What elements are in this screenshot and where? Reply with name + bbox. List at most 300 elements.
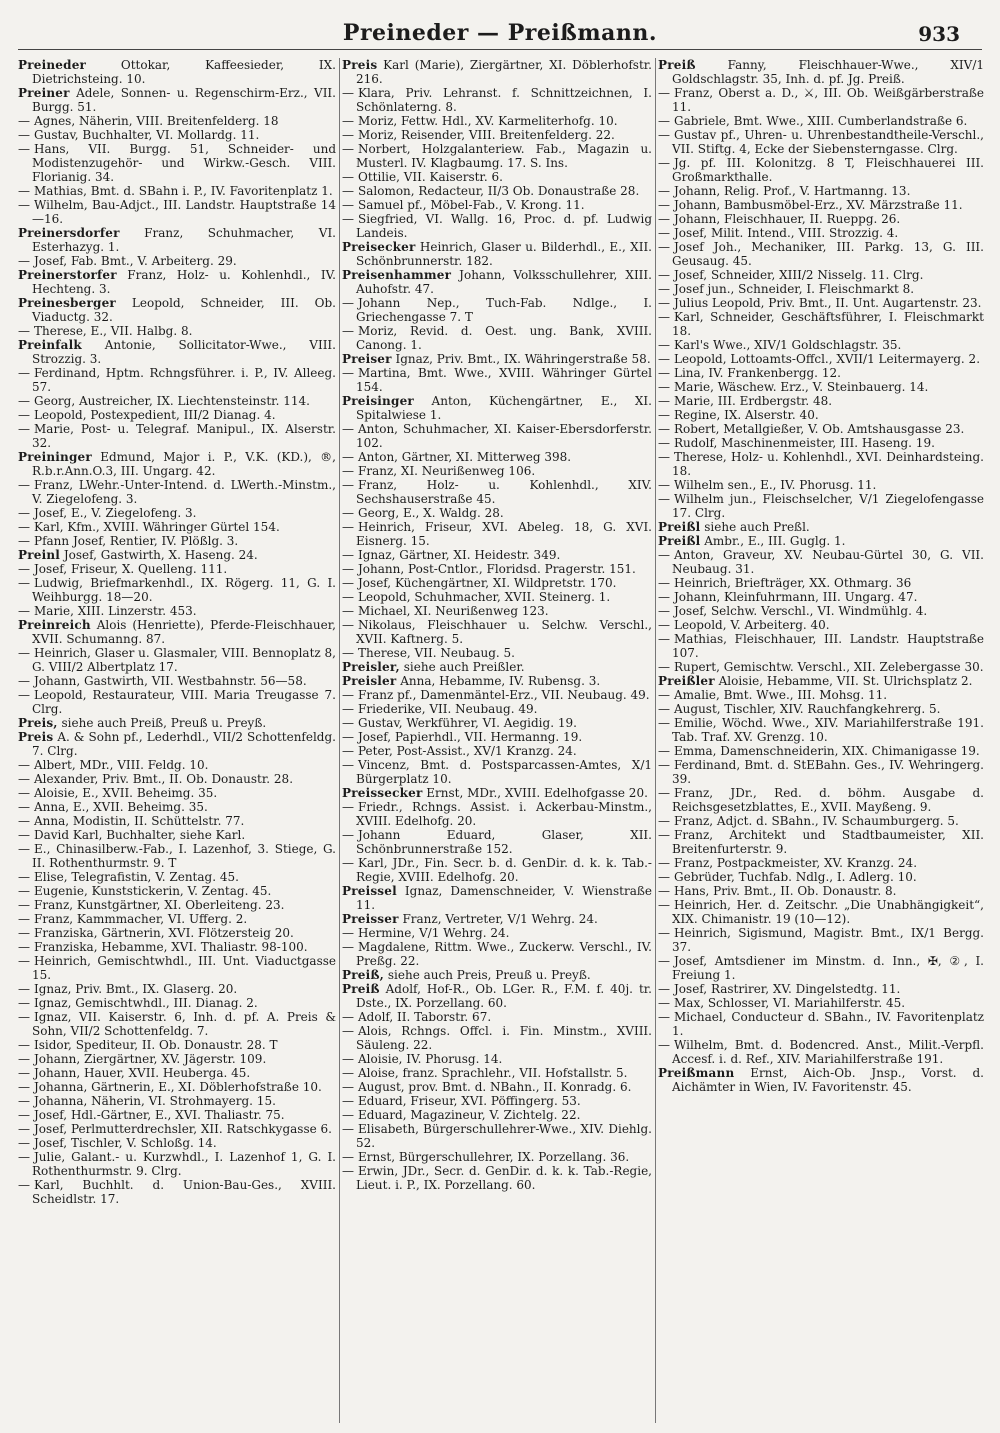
entry-dash: — [342,86,354,100]
entry-text: Michael, Conducteur d. SBahn., IV. Favoritenplatz 1. [672,1010,984,1038]
entry-dash: — [18,408,30,422]
entry-dash: — [658,450,670,464]
entry-dash: — [18,366,30,380]
entry-dash: — [658,1010,670,1024]
directory-entry [18,534,336,548]
entry-dash: — [18,786,30,800]
entry-dash: — [658,688,670,702]
entry-text: Isidor, Spediteur, II. Ob. Donaustr. 28. T [34,1038,278,1052]
entry-text: Eduard, Magazineur, V. Zichtelg. 22. [358,1108,581,1122]
directory-entry [342,478,652,506]
entry-text: Heinrich, Glaser u. Bilderhdl., E., XII. Schönbrunnerstr. 182. [356,240,652,268]
entry-dash: — [658,702,670,716]
directory-entry [18,478,336,506]
directory-entry [342,548,652,562]
entry-text: Alois (Henriette), Pferde-Fleischhauer, XVII. Schumanng. 87. [32,618,336,646]
entry-dash: — [658,716,670,730]
entry-text: Friederike, VII. Neubaug. 49. [358,702,538,716]
entry-dash: — [18,870,30,884]
entry-dash: — [342,128,354,142]
directory-entry [342,198,652,212]
entry-dash: — [342,212,354,226]
entry-text: Josef, Selchw. Verschl., VI. Windmühlg. 4. [674,604,928,618]
entry-text: Karl, Kfm., XVIII. Währinger Gürtel 154. [34,520,280,534]
entry-text: Ignaz, Gemischtwhdl., III. Dianag. 2. [34,996,258,1010]
directory-entry [658,422,984,436]
entry-dash: — [658,296,670,310]
directory-entry [658,352,984,366]
entry-surname: Preißler [658,674,715,688]
directory-entry [342,1052,652,1066]
entry-text: Eugenie, Kunststickerin, V. Zentag. 45. [34,884,272,898]
entry-text: Ignaz, Priv. Bmt., IX. Glaserg. 20. [34,982,238,996]
directory-entry [18,296,336,324]
entry-dash: — [658,814,670,828]
entry-text: Siegfried, VI. Wallg. 16, Proc. d. pf. Ludwig Landeis. [356,212,652,240]
entry-text: Therese, VII. Neubaug. 5. [358,646,515,660]
entry-dash: — [18,1010,30,1024]
entry-text: Johann, Fleischhauer, II. Rueppg. 26. [674,212,901,226]
directory-entry [342,296,652,324]
entry-surname: Preisinger [342,394,414,408]
entry-text: Regine, IX. Alserstr. 40. [674,408,819,422]
entry-dash: — [342,590,354,604]
entry-text: Emilie, Wöchd. Wwe., XIV. Mariahilferstraße 191. Tab. Traf. XV. Grenzg. 10. [672,716,984,744]
directory-entry [658,380,984,394]
entry-dash: — [342,464,354,478]
directory-entry [658,996,984,1010]
entry-text: Heinrich, Sigismund, Magistr. Bmt., IX/1 Bergg. 37. [672,926,984,954]
directory-entry [658,394,984,408]
entry-dash: — [18,114,30,128]
entry-text: Ferdinand, Bmt. d. StEBahn. Ges., IV. Wehringerg. 39. [672,758,984,786]
entry-dash: — [342,702,354,716]
directory-entry [342,1164,652,1192]
entry-dash: — [18,422,30,436]
entry-text: Johann, Ziergärtner, XV. Jägerstr. 109. [34,1052,267,1066]
directory-entry [18,940,336,954]
entry-dash: — [18,926,30,940]
entry-dash: — [342,114,354,128]
entry-text: Josef, E., V. Ziegelofeng. 3. [34,506,197,520]
entry-surname: Preiner [18,86,70,100]
entry-text: Franz, LWehr.-Unter-Intend. d. LWerth.-Minstm., V. Ziegelofeng. 3. [32,478,336,506]
entry-dash: — [658,380,670,394]
entry-text: Josef, Schneider, XIII/2 Nisselg. 11. Clrg. [674,268,924,282]
directory-entry [658,86,984,114]
directory-entry [658,688,984,702]
entry-dash: — [658,436,670,450]
directory-entry [18,772,336,786]
entry-text: Johann Eduard, Glaser, XII. Schönbrunnerstraße 152. [356,828,652,856]
entry-text: Gabriele, Bmt. Wwe., XIII. Cumberlandstraße 6. [674,114,968,128]
entry-text: Karl (Marie), Ziergärtner, XI. Döblerhofstr. 216. [356,58,652,86]
entry-dash: — [342,730,354,744]
directory-entry [658,758,984,786]
directory-entry [342,702,652,716]
entry-text: Marie, Post- u. Telegraf. Manipul., IX. Alserstr. 32. [32,422,336,450]
entry-dash: — [342,450,354,464]
directory-entry [18,716,336,730]
entry-dash: — [658,226,670,240]
entry-dash: — [18,1080,30,1094]
entry-dash: — [342,716,354,730]
entry-surname: Preis [342,58,378,72]
directory-entry [342,968,652,982]
entry-dash: — [342,1122,354,1136]
entry-text: Josef, Rastrirer, XV. Dingelstedtg. 11. [674,982,901,996]
entry-dash: — [18,898,30,912]
directory-entry [18,58,336,86]
entry-text: Leopold, Lottoamts-Offcl., XVII/1 Leitermayerg. 2. [674,352,981,366]
directory-entry [658,1066,984,1094]
directory-entry [342,464,652,478]
entry-text: Pfann Josef, Rentier, IV. Plößlg. 3. [34,534,239,548]
entry-dash: — [18,478,30,492]
directory-entry [342,674,652,688]
entry-text: Vincenz, Bmt. d. Postsparcassen-Amtes, X/1 Bürgerplatz 10. [356,758,652,786]
entry-dash: — [658,982,670,996]
directory-entry [658,870,984,884]
entry-text: Samuel pf., Möbel-Fab., V. Krong. 11. [358,198,585,212]
directory-entry [18,128,336,142]
entry-text: Anton, Küchengärtner, E., XI. Spitalwiese 1. [356,394,652,422]
entry-surname: Preisler [342,674,397,688]
entry-text: Jg. pf. III. Kolonitzg. 8 T, Fleischhauerei III. Großmarkthalle. [672,156,984,184]
entry-dash: — [658,884,670,898]
entry-text: Johanna, Gärtnerin, E., XI. Döblerhofstraße 10. [34,1080,322,1094]
entry-dash: — [658,156,670,170]
entry-text: Gustav pf., Uhren- u. Uhrenbestandtheile-Verschl., VII. Stiftg. 4, Ecke der Siebensterngasse. Clrg. [672,128,984,156]
entry-text: Rupert, Gemischtw. Verschl., XII. Zelebergasse 30. [674,660,984,674]
entry-text: Elise, Telegrafistin, V. Zentag. 45. [34,870,239,884]
directory-entry [18,1052,336,1066]
entry-dash: — [342,366,354,380]
directory-entry [18,394,336,408]
entry-dash: — [342,422,354,436]
entry-dash: — [18,940,30,954]
entry-text: August, Tischler, XIV. Rauchfangkehrerg. 5. [674,702,941,716]
directory-entry [342,604,652,618]
entry-text: Anton, Gärtner, XI. Mitterweg 398. [358,450,572,464]
entry-text: Magdalene, Rittm. Wwe., Zuckerw. Verschl., IV. Preßg. 22. [356,940,652,968]
entry-text: Johann, Post-Cntlor., Floridsd. Pragerstr. 151. [358,562,636,576]
page-number: 933 [918,22,960,46]
entry-text: Ludwig, Briefmarkenhdl., IX. Rögerg. 11, G. I. Weihburgg. 18—20. [32,576,336,604]
entry-text: Franz, Architekt und Stadtbaumeister, XII. Breitenfurterstr. 9. [672,828,984,856]
entry-text: Nikolaus, Fleischhauer u. Selchw. Verschl., XVII. Kaftnerg. 5. [356,618,652,646]
entry-dash: — [658,394,670,408]
entry-surname: Preis, [18,716,58,730]
entry-text: Julius Leopold, Priv. Bmt., II. Unt. Augartenstr. 23. [674,296,982,310]
directory-entry [18,1136,336,1150]
directory-entry [658,408,984,422]
entry-text: August, prov. Bmt. d. NBahn., II. Konradg. 6. [358,1080,632,1094]
entry-text: Moriz, Reisender, VIII. Breitenfelderg. 22. [358,128,615,142]
directory-column-2 [342,58,652,1425]
entry-text: Mathias, Bmt. d. SBahn i. P., IV. Favoritenplatz 1. [34,184,333,198]
entry-dash: — [18,1150,30,1164]
directory-entry [18,114,336,128]
directory-entry [342,688,652,702]
directory-entry [342,1150,652,1164]
directory-entry [18,1066,336,1080]
entry-text: Johann, Kleinfuhrmann, III. Ungarg. 47. [674,590,918,604]
entry-text: Franz, Holz- u. Kohlenhdl., IV. Hechteng. 3. [32,268,336,296]
entry-surname: Preisecker [342,240,416,254]
entry-surname: Preineder [18,58,87,72]
page-header [0,14,1000,48]
entry-text: David Karl, Buchhalter, siehe Karl. [34,828,246,842]
directory-entry [18,870,336,884]
entry-surname: Preininger [18,450,92,464]
entry-text: siehe auch Preißler. [403,660,525,674]
entry-text: A. & Sohn pf., Lederhdl., VII/2 Schottenfeldg. 7. Clrg. [32,730,336,758]
entry-text: Ottokar, Kaffeesieder, IX. Dietrichsteing. 10. [32,58,336,86]
directory-entry [18,996,336,1010]
entry-text: Hans, VII. Burgg. 51, Schneider- und Modistenzugehör- und Wirkw.-Gesch. VIII. Florianig. 34. [32,142,336,184]
entry-text: Friedr., Rchngs. Assist. i. Ackerbau-Minstm., XVIII. Edelhofg. 20. [356,800,652,828]
entry-dash: — [658,828,670,842]
entry-dash: — [18,198,30,212]
entry-dash: — [342,688,354,702]
directory-entry [658,1010,984,1038]
directory-entry [658,240,984,268]
entry-text: Alois, Rchngs. Offcl. i. Fin. Minstm., XVIII. Säuleng. 22. [356,1024,652,1052]
directory-entry [342,1066,652,1080]
directory-entry [658,450,984,478]
entry-text: Edmund, Major i. P., V.K. (KD.), ®, R.b.r.Ann.O.3, III. Ungarg. 42. [32,450,336,478]
directory-entry [18,828,336,842]
column-divider [655,58,656,1423]
entry-text: E., Chinasilberw.-Fab., I. Lazenhof, 3. Stiege, G. II. Rothenthurmstr. 9. T [32,842,336,870]
entry-dash: — [658,996,670,1010]
entry-dash: — [342,926,354,940]
entry-text: Johann Nep., Tuch-Fab. Ndlge., I. Griechengasse 7. T [356,296,652,324]
entry-text: Gustav, Buchhalter, VI. Mollardg. 11. [34,128,260,142]
directory-entry [18,1094,336,1108]
entry-text: Fanny, Fleischhauer-Wwe., XIV/1 Goldschlagstr. 35, Inh. d. pf. Jg. Preiß. [672,58,984,86]
entry-dash: — [342,1164,354,1178]
entry-text: Ernst, Bürgerschullehrer, IX. Porzellang. 36. [358,1150,630,1164]
entry-dash: — [658,478,670,492]
entry-text: Ottilie, VII. Kaiserstr. 6. [358,170,503,184]
entry-text: Josef, Milit. Intend., VIII. Strozzig. 4. [674,226,899,240]
directory-entry [342,1080,652,1094]
entry-dash: — [658,758,670,772]
entry-dash: — [658,212,670,226]
entry-text: siehe auch Preiß, Preuß u. Preyß. [61,716,267,730]
directory-entry [658,128,984,156]
entry-dash: — [18,1122,30,1136]
directory-entry [18,450,336,478]
directory-entry [18,758,336,772]
entry-text: Max, Schlosser, VI. Mariahilferstr. 45. [674,996,906,1010]
entry-dash: — [658,338,670,352]
directory-entry [658,660,984,674]
entry-text: Johann, Gastwirth, VII. Westbahnstr. 56—58. [34,674,307,688]
entry-dash: — [18,954,30,968]
directory-entry [658,366,984,380]
directory-entry [18,1178,336,1206]
directory-entry [658,632,984,660]
directory-entry [342,114,652,128]
entry-surname: Preißmann [658,1066,735,1080]
entry-dash: — [342,1108,354,1122]
entry-text: Adele, Sonnen- u. Regenschirm-Erz., VII. Burgg. 51. [32,86,336,114]
entry-dash: — [18,142,30,156]
directory-entry [342,646,652,660]
entry-surname: Preisenhammer [342,268,452,282]
entry-text: Anna, Hebamme, IV. Rubensg. 3. [400,674,601,688]
directory-entry [18,576,336,604]
directory-entry [18,1108,336,1122]
entry-dash: — [658,240,670,254]
entry-dash: — [342,506,354,520]
entry-text: Josef, Hdl.-Gärtner, E., XVI. Thaliastr. 75. [34,1108,285,1122]
entry-dash: — [342,184,354,198]
directory-entry [18,646,336,674]
directory-entry [342,268,652,296]
directory-entry [658,156,984,184]
directory-entry [342,744,652,758]
entry-dash: — [18,674,30,688]
entry-text: Aloise, franz. Sprachlehr., VII. Hofstallstr. 5. [358,1066,628,1080]
entry-text: Marie, XIII. Linzerstr. 453. [34,604,197,618]
directory-entry [18,1150,336,1178]
directory-entry [658,954,984,982]
entry-dash: — [658,744,670,758]
entry-dash: — [18,604,30,618]
directory-entry [18,142,336,184]
directory-entry [658,716,984,744]
entry-text: Wilhelm jun., Fleischselcher, V/1 Ziegelofengasse 17. Clrg. [672,492,984,520]
entry-text: Norbert, Holzgalanteriew. Fab., Magazin u. Musterl. IV. Klagbaumg. 17. S. Ins. [356,142,652,170]
directory-entry [658,1038,984,1066]
directory-entry [658,786,984,814]
entry-text: Ignaz, Priv. Bmt., IX. Währingerstraße 58. [395,352,651,366]
entry-text: Elisabeth, Bürgerschullehrer-Wwe., XIV. Diehlg. 52. [356,1122,652,1150]
entry-dash: — [18,996,30,1010]
directory-entry [342,58,652,86]
directory-entry [342,940,652,968]
entry-dash: — [18,1066,30,1080]
entry-dash: — [342,142,354,156]
entry-text: Ignaz, VII. Kaiserstr. 6, Inh. d. pf. A. Preis & Sohn, VII/2 Schottenfeldg. 7. [32,1010,336,1038]
entry-text: Karl's Wwe., XIV/1 Goldschlagstr. 35. [674,338,902,352]
entry-dash: — [342,324,354,338]
directory-entry [658,58,984,86]
entry-text: Wilhelm, Bmt. d. Bodencred. Anst., Milit.-Verpfl. Accesf. i. d. Ref., XIV. Mariahilferstraße 191. [672,1038,984,1066]
entry-text: Julie, Galant.- u. Kurzwhdl., I. Lazenhof 1, G. I. Rothenthurmstr. 9. Clrg. [32,1150,336,1178]
entry-text: Anton, Schuhmacher, XI. Kaiser-Ebersdorferstr. 102. [356,422,652,450]
entry-dash: — [18,758,30,772]
directory-entry [18,198,336,226]
entry-dash: — [658,352,670,366]
entry-text: Josef, Gastwirth, X. Haseng. 24. [63,548,258,562]
entry-text: Anna, E., XVII. Beheimg. 35. [34,800,208,814]
entry-dash: — [18,1178,30,1192]
entry-text: Adolf, II. Taborstr. 67. [358,1010,492,1024]
directory-entry [342,212,652,240]
directory-entry [342,1010,652,1024]
entry-surname: Preisler, [342,660,400,674]
entry-text: Leopold, Schuhmacher, XVII. Steinerg. 1. [358,590,611,604]
entry-text: Karl, JDr., Fin. Secr. b. d. GenDir. d. k. k. Tab.-Regie, XVIII. Edelhofg. 20. [356,856,652,884]
entry-dash: — [658,576,670,590]
entry-text: Aloisie, E., XVII. Beheimg. 35. [34,786,218,800]
entry-text: Franziska, Gärtnerin, XVI. Flötzersteig 20. [34,926,294,940]
header-rule [18,49,982,50]
entry-text: Ignaz, Gärtner, XI. Heidestr. 349. [358,548,561,562]
entry-text: Josef jun., Schneider, I. Fleischmarkt 8. [674,282,915,296]
directory-entry [658,310,984,338]
entry-text: Amalie, Bmt. Wwe., III. Mohsg. 11. [674,688,888,702]
directory-entry [342,240,652,268]
directory-entry [18,814,336,828]
directory-entry [342,520,652,548]
entry-text: Ferdinand, Hptm. Rchngsführer. i. P., IV. Alleeg. 57. [32,366,336,394]
entry-text: Anna, Modistin, II. Schüttelstr. 77. [34,814,245,828]
directory-entry [342,184,652,198]
entry-text: Johann, Relig. Prof., V. Hartmanng. 13. [674,184,911,198]
entry-text: Ignaz, Damenschneider, V. Wienstraße 11. [356,884,652,912]
entry-text: Johanna, Näherin, VI. Strohmayerg. 15. [34,1094,276,1108]
entry-dash: — [342,646,354,660]
entry-dash: — [18,1094,30,1108]
entry-dash: — [658,856,670,870]
entry-dash: — [658,660,670,674]
entry-text: Leopold, Postexpedient, III/2 Dianag. 4. [34,408,276,422]
entry-dash: — [658,128,670,142]
directory-entry [18,786,336,800]
entry-text: Wilhelm sen., E., IV. Phorusg. 11. [674,478,877,492]
directory-entry [18,912,336,926]
directory-entry [658,520,984,534]
directory-entry [658,856,984,870]
entry-text: Leopold, Schneider, III. Ob. Viaductg. 32. [32,296,336,324]
entry-dash: — [342,758,354,772]
directory-entry [342,86,652,114]
entry-dash: — [18,534,30,548]
entry-text: Josef Joh., Mechaniker, III. Parkg. 13, G. III. Geusaug. 45. [672,240,984,268]
directory-entry [18,408,336,422]
entry-dash: — [18,520,30,534]
entry-text: Agnes, Näherin, VIII. Breitenfelderg. 18 [34,114,279,128]
entry-dash: — [342,1080,354,1094]
entry-dash: — [342,828,354,842]
entry-text: Hans, Priv. Bmt., II. Ob. Donaustr. 8. [674,884,897,898]
directory-column-1 [18,58,336,1425]
entry-dash: — [342,1150,354,1164]
entry-dash: — [658,926,670,940]
directory-entry [658,296,984,310]
directory-entry [18,422,336,450]
directory-entry [658,436,984,450]
entry-dash: — [658,632,670,646]
directory-entry [18,954,336,982]
entry-surname: Preißl [658,520,701,534]
directory-entry [18,520,336,534]
entry-dash: — [342,1052,354,1066]
entry-dash: — [658,366,670,380]
directory-entry [18,184,336,198]
directory-entry [342,982,652,1010]
entry-dash: — [658,184,670,198]
directory-entry [658,338,984,352]
entry-text: Moriz, Fettw. Hdl., XV. Karmeliterhofg. 10. [358,114,618,128]
entry-text: Gustav, Werkführer, VI. Aegidig. 19. [358,716,577,730]
